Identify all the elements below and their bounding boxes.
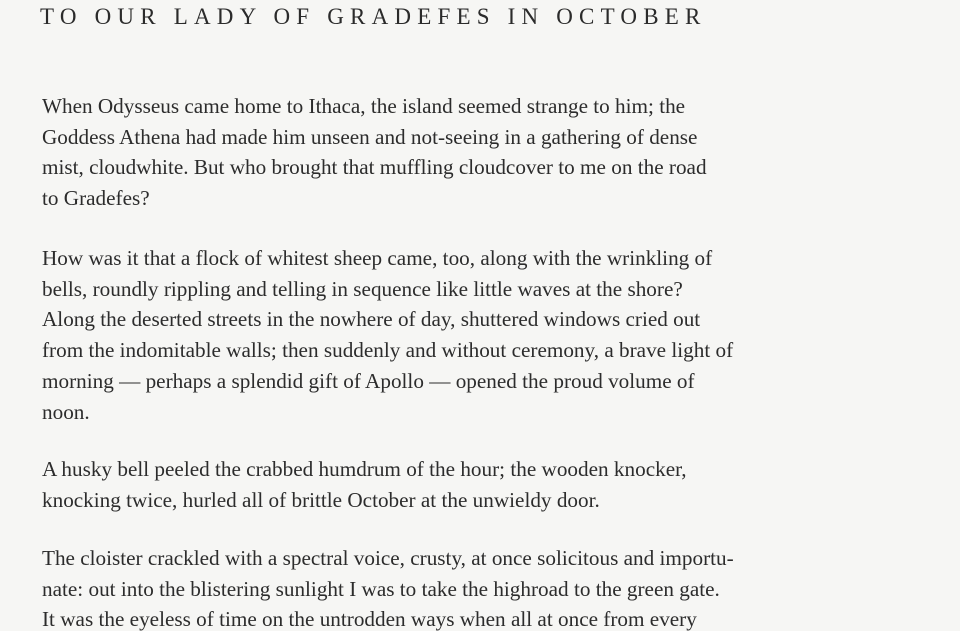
text-line: mist, cloudwhite. But who brought that muffling cloudcover to me on the road (42, 155, 707, 180)
paragraph-3 (42, 454, 942, 515)
poem-title: TO OUR LADY OF GRADEFES IN OCTOBER (40, 4, 707, 29)
text-line: A husky bell peeled the crabbed humdrum of the hour; the wooden knocker, (42, 457, 687, 481)
text-line: How was it that a flock of whitest sheep came, too, along with the wrinkling of (42, 246, 713, 270)
text-line: morning — perhaps a splendid gift of Apollo — opened the proud volume of (42, 368, 695, 393)
text-line: from the indomitable walls; then suddenly and without ceremony, a brave light of (42, 338, 734, 363)
text-line: bells, roundly rippling and telling in sequence like little waves at the shore? (42, 276, 683, 301)
text-line: knocking twice, hurled all of brittle October at the unwieldy door. (42, 487, 600, 512)
text-line: noon. (42, 399, 90, 424)
show-through-texture (250, 40, 267, 58)
paragraph-1 (42, 91, 942, 214)
paragraph-4 (42, 543, 942, 631)
text-line: When Odysseus came home to Ithaca, the island seemed strange to him; the (42, 94, 686, 118)
text-line: It was the eyeless of time on the untrodden ways when all at once from every (42, 607, 697, 631)
text-line: nate: out into the blistering sunlight I was to take the highroad to the green gate. (42, 576, 720, 601)
text-line: to Gradefes? (42, 186, 150, 211)
text-line: The cloister crackled with a spectral voice, crusty, at once solicitous and importu- (42, 546, 734, 570)
text-line: Along the deserted streets in the nowhere of day, shuttered windows cried out (42, 307, 701, 332)
text-line: Goddess Athena had made him unseen and not-seeing in a gathering of dense (42, 124, 698, 149)
paragraph-2 (42, 243, 942, 427)
